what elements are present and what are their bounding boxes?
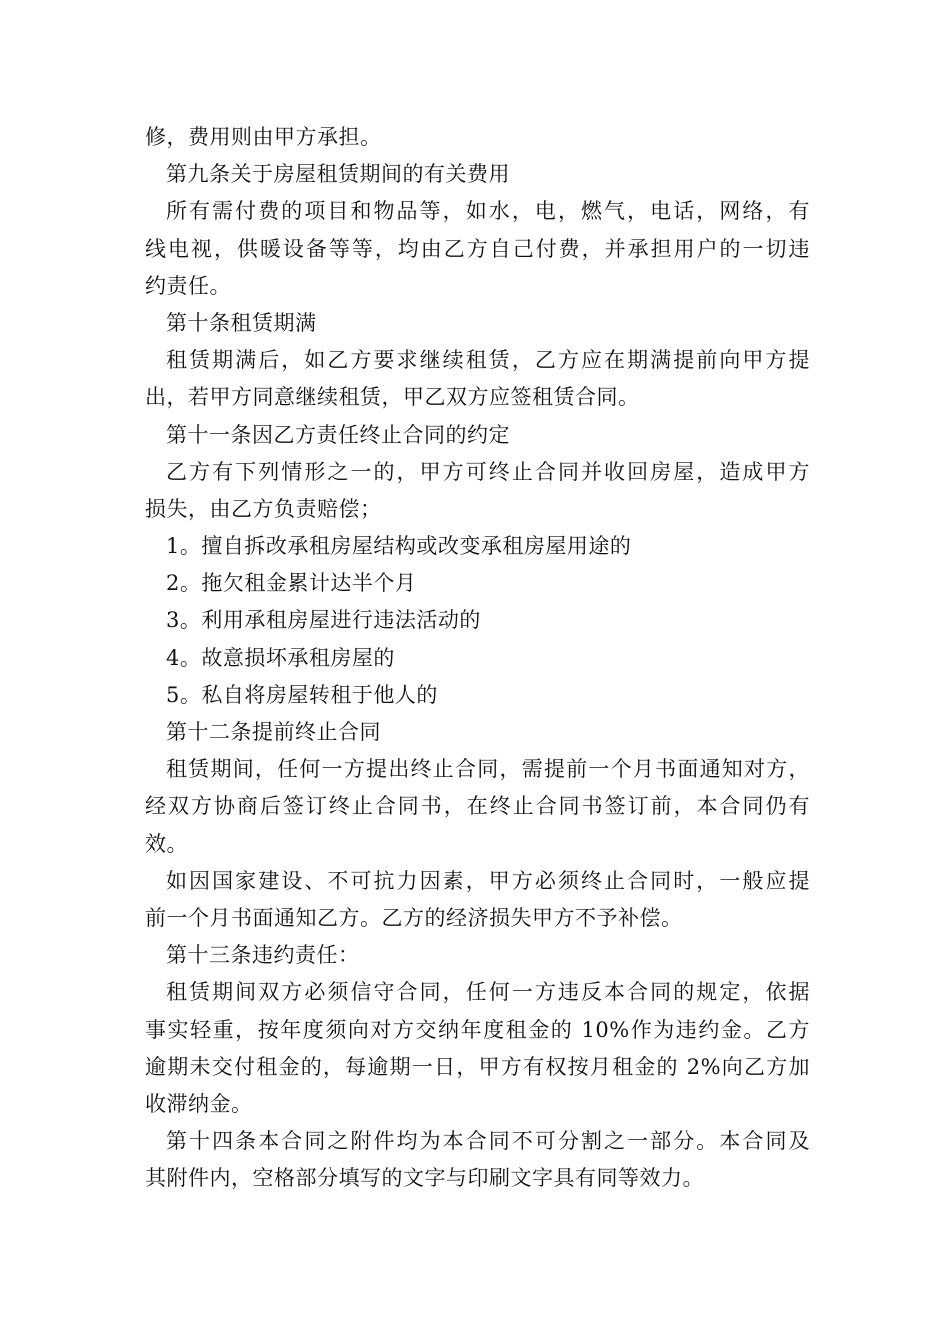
text-line: 1。擅自拆改承租房屋结构或改变承租房屋用途的	[166, 534, 632, 559]
text-line: 修，费用则由甲方承担。	[145, 125, 382, 149]
text-line: 约责任。	[145, 273, 231, 298]
text-line: 线电视，供暖设备等等，均由乙方自己付费，并承担用户的一切违	[145, 236, 810, 261]
text-line: 第十四条本合同之附件均为本合同不可分割之一部分。本合同及	[166, 1129, 810, 1154]
text-line: 第九条关于房屋租赁期间的有关费用	[166, 162, 510, 187]
text-line: 所有需付费的项目和物品等，如水，电，燃气，电话，网络，有	[166, 199, 810, 224]
text-line: 经双方协商后签订终止合同书，在终止合同书签订前，本合同仍有	[145, 794, 810, 819]
text-line: 逾期未交付租金的，每逾期一日，甲方有权按月租金的 2%向乙方加	[145, 1054, 810, 1079]
text-line: 其附件内，空格部分填写的文字与印刷文字具有同等效力。	[145, 1166, 704, 1191]
text-line: 前一个月书面通知乙方。乙方的经济损失甲方不予补偿。	[145, 905, 683, 930]
text-line: 效。	[145, 831, 188, 856]
text-line: 出，若甲方同意继续租赁，甲乙双方应签租赁合同。	[145, 385, 640, 410]
text-line: 租赁期间，任何一方提出终止合同，需提前一个月书面通知对方，	[166, 757, 810, 782]
text-line: 3。利用承租房屋进行违法活动的	[166, 608, 481, 633]
text-line: 2。拖欠租金累计达半个月	[166, 571, 417, 596]
text-line: 事实轻重，按年度须向对方交纳年度租金的 10%作为违约金。乙方	[145, 1017, 810, 1042]
text-line: 租赁期满后，如乙方要求继续租赁，乙方应在期满提前向甲方提	[166, 348, 810, 373]
text-line: 5。私自将房屋转租于他人的	[166, 682, 438, 707]
text-line: 如因国家建设、不可抗力因素，甲方必须终止合同时，一般应提	[166, 868, 810, 893]
text-line: 收滞纳金。	[145, 1091, 253, 1116]
text-line: 第十一条因乙方责任终止合同的约定	[166, 422, 510, 447]
text-line: 4。故意损坏承租房屋的	[166, 645, 395, 670]
document-body	[145, 119, 810, 1197]
text-line: 乙方有下列情形之一的，甲方可终止合同并收回房屋，造成甲方	[166, 459, 810, 484]
text-line: 第十三条违约责任：	[166, 943, 360, 968]
text-line: 第十条租赁期满	[166, 310, 317, 335]
text-line: 租赁期间双方必须信守合同，任何一方违反本合同的规定，依据	[166, 980, 810, 1005]
text-line: 损失，由乙方负责赔偿；	[145, 496, 382, 521]
text-line: 第十二条提前终止合同	[166, 720, 381, 744]
